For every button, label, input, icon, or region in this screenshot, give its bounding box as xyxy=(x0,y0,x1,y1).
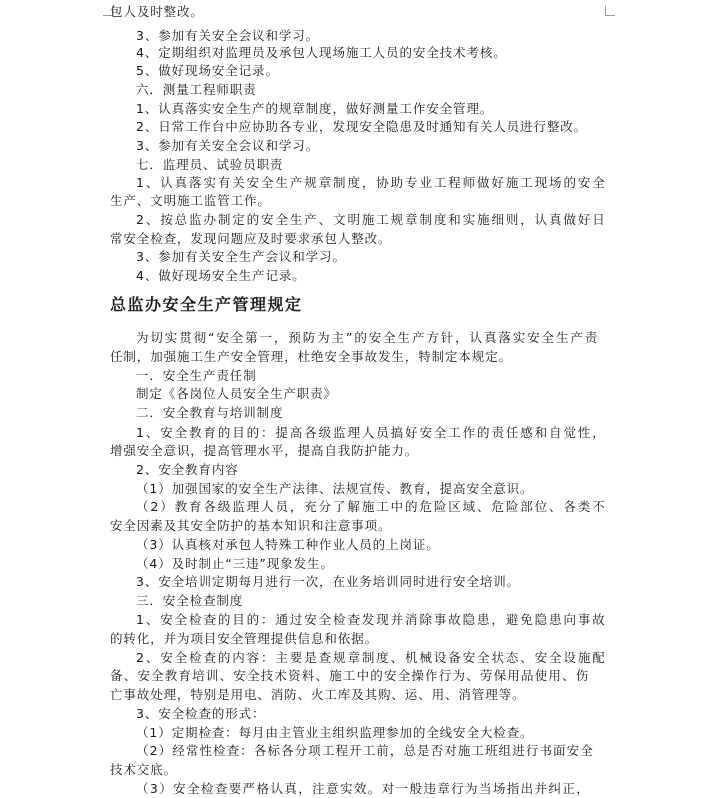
text-line: 为切实贯彻“安全第一，预防为主”的安全生产方针，认真落实安全生产责 xyxy=(136,330,600,345)
text-line: 常安全检查，发现问题应及时要求承包人整改。 xyxy=(110,231,392,246)
text-line: 的转化，并为项目安全管理提供信息和依据。 xyxy=(110,631,379,646)
section-heading: 总监办安全生产管理规定 xyxy=(110,295,303,314)
section-subheading: 七．监理员、试验员职责 xyxy=(136,157,284,172)
text-line: 包人及时整改。 xyxy=(110,4,204,19)
text-line: 4、定期组织对监理员及承包人现场施工人员的安全技术考核。 xyxy=(136,45,507,60)
section-subheading: 一．安全生产责任制 xyxy=(136,368,257,383)
text-line: 1、认真落实有关安全生产规章制度，协助专业工程师做好施工现场的安全 xyxy=(136,175,607,190)
text-line: 制定《各岗位人员安全生产职责》 xyxy=(136,386,338,401)
text-line: 3、参加有关安全生产会议和学习。 xyxy=(136,249,346,264)
text-line: 备、安全教育培训、安全技术资料、施工中的安全操作行为、劳保用品使用、伤 xyxy=(110,668,590,683)
text-line: 安全因素及其安全防护的基本知识和注意事项。 xyxy=(110,518,392,533)
text-line: 2、日常工作台中应协助各专业，发现安全隐患及时通知有关人员进行整改。 xyxy=(136,119,588,134)
text-line: （2）经常性检查：各标各分项工程开工前，总是否对施工班组进行书面安全 xyxy=(136,743,594,758)
text-line: （2）教育各级监理人员，充分了解施工中的危险区域、危险部位、各类不 xyxy=(136,499,607,514)
text-line: 1、安全检查的目的：通过安全检查发现并消除事故隐患，避免隐患向事故 xyxy=(136,612,607,627)
section-subheading: 三．安全检查制度 xyxy=(136,593,244,608)
text-line: （1）加强国家的安全生产法律、法规宣传、教育，提高安全意识。 xyxy=(136,481,534,496)
text-line: 3、安全培训定期每月进行一次，在业务培训同时进行安全培训。 xyxy=(136,574,521,589)
text-line: （1）定期检查：每月由主管业主组织监理参加的全线安全大检查。 xyxy=(136,725,534,740)
text-line: 任制，加强施工生产安全管理，杜绝安全事故发生，特制定本规定。 xyxy=(110,349,513,364)
text-line: 2、安全教育内容 xyxy=(136,462,239,477)
text-line: 增强安全意识，提高管理水平，提高自我防护能力。 xyxy=(110,443,419,458)
text-line: 3、参加有关安全会议和学习。 xyxy=(136,28,320,43)
text-line: 4、做好现场安全生产记录。 xyxy=(136,268,306,283)
text-line: 亡事故处理，特别是用电、消防、火工库及其购、运、用、消管理等。 xyxy=(110,687,526,702)
text-line: 1、认真落实安全生产的规章制度，做好测量工作安全管理。 xyxy=(136,101,494,116)
section-subheading: 二．安全教育与培训制度 xyxy=(136,405,284,420)
text-line: 技术交底。 xyxy=(110,762,178,777)
text-line: 1、安全教育的目的：提高各级监理人员搞好安全工作的责任感和自觉性， xyxy=(136,425,607,440)
section-subheading: 六．测量工程师职责 xyxy=(136,82,257,97)
text-line: 5、做好现场安全记录。 xyxy=(136,63,279,78)
text-line: （3）认真核对承包人特殊工种作业人员的上岗证。 xyxy=(136,537,440,552)
text-line: （4）及时制止“三违”现象发生。 xyxy=(136,556,334,571)
text-line: （3）安全检查要严格认真，注意实效。对一般违章行为当场指出并纠正， xyxy=(136,781,591,796)
text-line: 2、安全检查的内容：主要是查规章制度、机械设备安全状态、安全设施配 xyxy=(136,650,607,665)
text-line: 3、安全检查的形式： xyxy=(136,706,266,721)
text-line: 生产、文明施工监管工作。 xyxy=(110,193,271,208)
text-line: 2、按总监办制定的安全生产、文明施工规章制度和实施细则，认真做好日 xyxy=(136,212,607,227)
text-line: 3、参加有关安全会议和学习。 xyxy=(136,138,320,153)
